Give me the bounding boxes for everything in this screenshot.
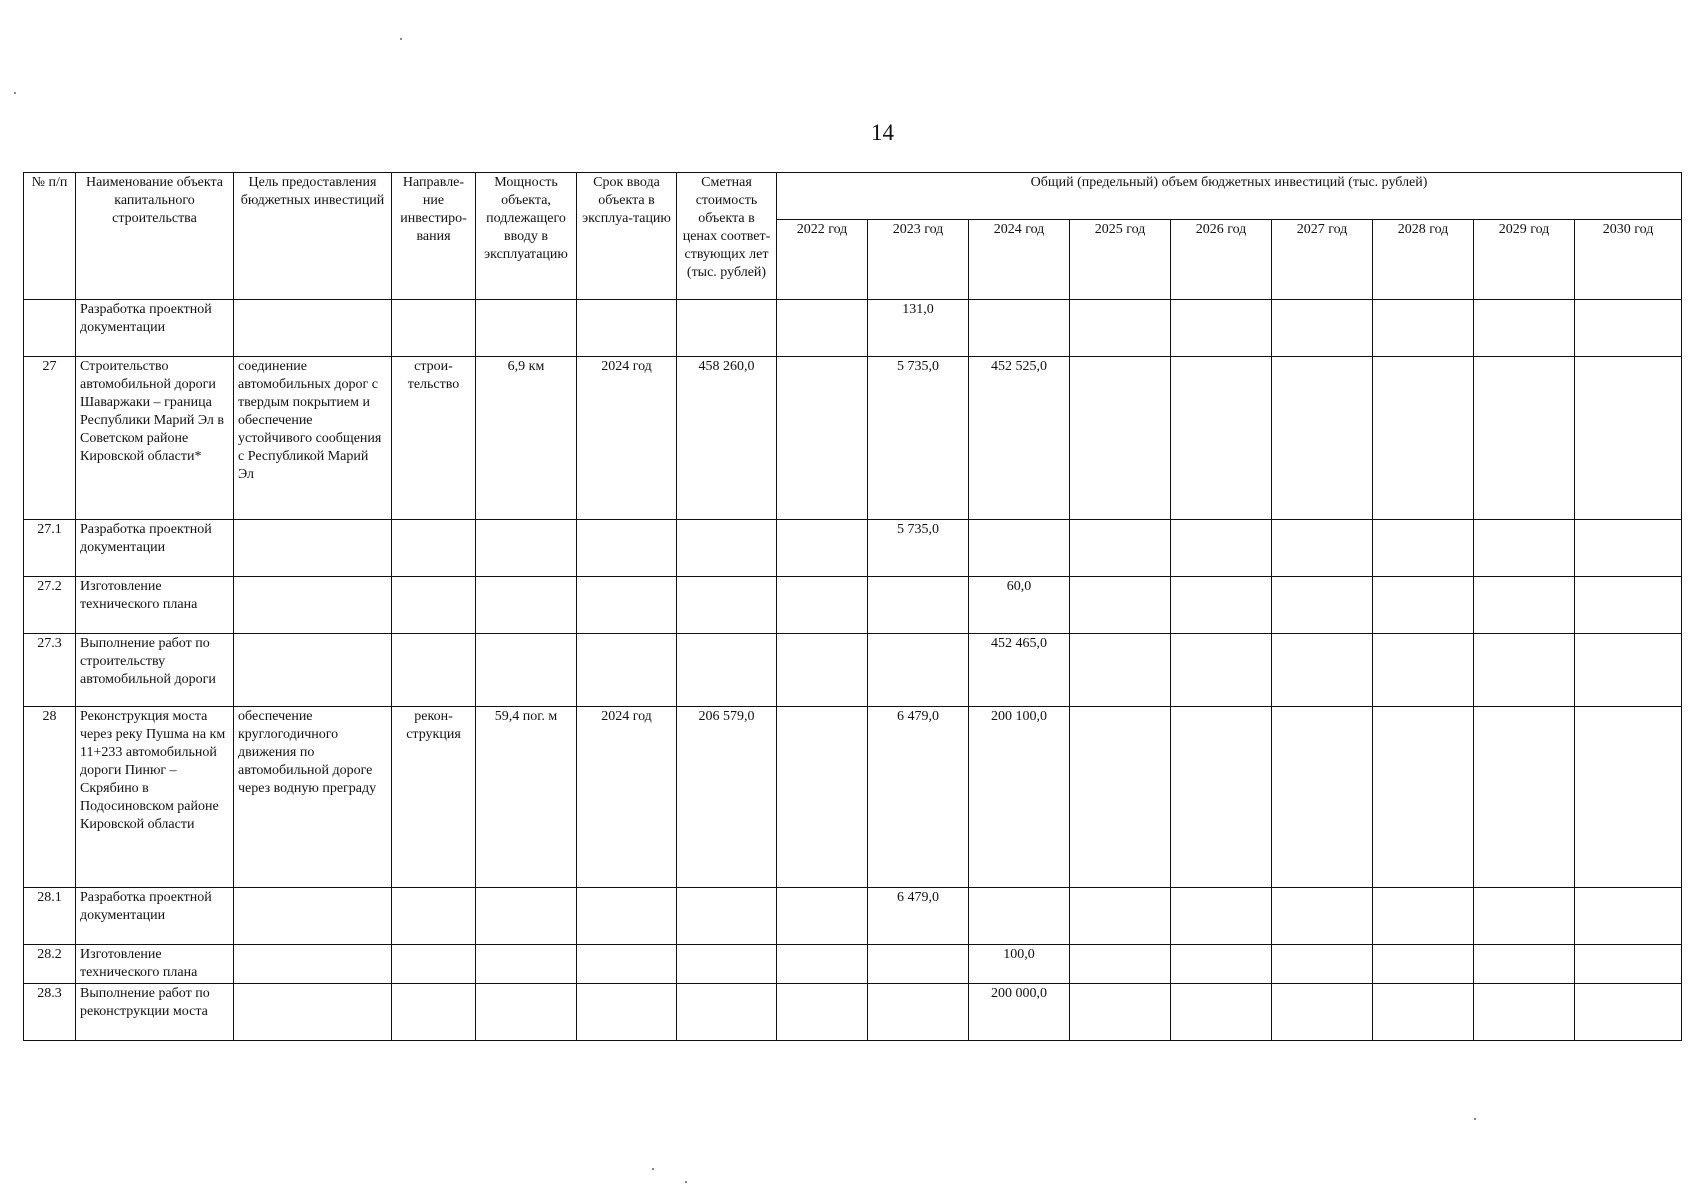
row-term [577, 300, 677, 357]
row-year-value: 5 735,0 [868, 520, 969, 577]
row-direction: рекон-струкция [392, 707, 476, 888]
row-year-value [1070, 945, 1171, 984]
row-year-value [1171, 634, 1272, 707]
row-year-value: 100,0 [969, 945, 1070, 984]
row-year-value [1171, 888, 1272, 945]
row-capacity [476, 945, 577, 984]
row-goal [234, 300, 392, 357]
row-year-value [777, 888, 868, 945]
header-year: 2027 год [1272, 220, 1373, 300]
table-row [24, 707, 1682, 888]
row-name: Выполнение работ по реконструкции моста [76, 984, 234, 1041]
row-year-value: 452 465,0 [969, 634, 1070, 707]
row-term [577, 634, 677, 707]
row-cost [677, 634, 777, 707]
row-year-value [1575, 577, 1682, 634]
row-term [577, 888, 677, 945]
table-row [24, 357, 1682, 520]
row-year-value [1171, 707, 1272, 888]
header-year: 2025 год [1070, 220, 1171, 300]
row-goal [234, 520, 392, 577]
row-year-value [777, 707, 868, 888]
row-goal [234, 634, 392, 707]
row-capacity [476, 888, 577, 945]
table-row [24, 520, 1682, 577]
row-year-value [1272, 707, 1373, 888]
row-year-value [1575, 520, 1682, 577]
row-year-value [1575, 634, 1682, 707]
row-year-value [1575, 707, 1682, 888]
row-year-value [1373, 357, 1474, 520]
row-year-value [1272, 357, 1373, 520]
row-year-value [1474, 634, 1575, 707]
header-year: 2026 год [1171, 220, 1272, 300]
row-year-value [777, 520, 868, 577]
row-year-value [1373, 634, 1474, 707]
row-year-value [1474, 888, 1575, 945]
row-year-value: 60,0 [969, 577, 1070, 634]
row-goal [234, 577, 392, 634]
row-year-value [1272, 984, 1373, 1041]
row-cost [677, 300, 777, 357]
row-direction [392, 945, 476, 984]
row-name: Изготовление технического плана [76, 577, 234, 634]
header-name: Наименование объекта капитального строительства [76, 173, 234, 300]
row-year-value: 6 479,0 [868, 888, 969, 945]
row-year-value [1272, 300, 1373, 357]
header-term: Срок ввода объекта в эксплуа-тацию [577, 173, 677, 300]
row-number: 28.2 [24, 945, 76, 984]
row-year-value [1070, 357, 1171, 520]
row-capacity [476, 300, 577, 357]
header-investment-group: Общий (предельный) объем бюджетных инвестиций (тыс. рублей) [777, 173, 1682, 220]
row-year-value [969, 300, 1070, 357]
row-term: 2024 год [577, 707, 677, 888]
row-year-value [1373, 300, 1474, 357]
row-cost [677, 888, 777, 945]
row-name: Разработка проектной документации [76, 300, 234, 357]
row-year-value [1272, 520, 1373, 577]
row-year-value [1575, 300, 1682, 357]
header-capacity: Мощность объекта, подлежащего вводу в эксплуатацию [476, 173, 577, 300]
row-cost [677, 984, 777, 1041]
row-year-value [1474, 984, 1575, 1041]
page-number: 14 [871, 120, 894, 145]
row-year-value [1070, 888, 1171, 945]
row-year-value [1474, 707, 1575, 888]
row-year-value [1373, 520, 1474, 577]
row-year-value [1474, 300, 1575, 357]
header-year: 2028 год [1373, 220, 1474, 300]
row-direction [392, 634, 476, 707]
row-year-value [1171, 300, 1272, 357]
row-year-value [777, 984, 868, 1041]
header-no: № п/п [24, 173, 76, 300]
scan-speck [1474, 1118, 1476, 1120]
row-year-value [1272, 634, 1373, 707]
row-year-value [1474, 577, 1575, 634]
row-direction [392, 520, 476, 577]
row-year-value: 5 735,0 [868, 357, 969, 520]
investment-table [23, 172, 1682, 1041]
row-year-value: 200 100,0 [969, 707, 1070, 888]
row-direction [392, 984, 476, 1041]
scan-speck [400, 38, 402, 40]
row-year-value [868, 634, 969, 707]
row-year-value [969, 888, 1070, 945]
header-year: 2023 год [868, 220, 969, 300]
scan-speck [685, 1181, 687, 1183]
header-cost: Сметная стоимость объекта в ценах соответ-ствующих лет (тыс. рублей) [677, 173, 777, 300]
row-direction: строи-тельство [392, 357, 476, 520]
row-direction [392, 888, 476, 945]
header-goal: Цель предоставления бюджетных инвестиций [234, 173, 392, 300]
row-capacity [476, 634, 577, 707]
row-year-value [777, 634, 868, 707]
row-year-value [1474, 945, 1575, 984]
row-number: 27.2 [24, 577, 76, 634]
row-year-value [1070, 707, 1171, 888]
scan-speck [652, 1168, 654, 1170]
row-year-value [1171, 520, 1272, 577]
row-capacity: 6,9 км [476, 357, 577, 520]
table-row [24, 984, 1682, 1041]
row-year-value [868, 577, 969, 634]
header-direction: Направле-ние инвестиро-вания [392, 173, 476, 300]
row-cost: 206 579,0 [677, 707, 777, 888]
row-year-value [1373, 945, 1474, 984]
row-year-value [1373, 707, 1474, 888]
row-number: 28.1 [24, 888, 76, 945]
row-year-value [1070, 984, 1171, 1041]
row-goal [234, 945, 392, 984]
row-year-value [1272, 888, 1373, 945]
row-year-value: 6 479,0 [868, 707, 969, 888]
scan-speck [14, 92, 16, 94]
table-row [24, 634, 1682, 707]
row-year-value [1171, 357, 1272, 520]
row-capacity: 59,4 пог. м [476, 707, 577, 888]
row-year-value [1171, 945, 1272, 984]
row-term [577, 577, 677, 634]
row-year-value [1373, 577, 1474, 634]
row-year-value [1575, 888, 1682, 945]
row-year-value [777, 300, 868, 357]
header-year: 2024 год [969, 220, 1070, 300]
row-year-value [868, 984, 969, 1041]
row-number: 28.3 [24, 984, 76, 1041]
header-year: 2029 год [1474, 220, 1575, 300]
row-year-value [1070, 634, 1171, 707]
row-goal: обеспечение круглогодичного движения по автомобильной дороге через водную преграду [234, 707, 392, 888]
row-name: Изготовление технического плана [76, 945, 234, 984]
row-goal: соединение автомобильных дорог с твердым покрытием и обеспечение устойчивого сообщения с Республикой Марий Эл [234, 357, 392, 520]
row-number: 27.1 [24, 520, 76, 577]
row-year-value [1070, 300, 1171, 357]
row-year-value [1171, 984, 1272, 1041]
row-year-value [1474, 357, 1575, 520]
row-name: Разработка проектной документации [76, 520, 234, 577]
row-cost: 458 260,0 [677, 357, 777, 520]
row-year-value [1070, 520, 1171, 577]
row-name: Реконструкция моста через реку Пушма на км 11+233 автомобильной дороги Пинюг – Скрябино в Подосиновском районе Кировской области [76, 707, 234, 888]
row-direction [392, 577, 476, 634]
row-cost [677, 577, 777, 634]
row-year-value [1373, 984, 1474, 1041]
row-year-value [1474, 520, 1575, 577]
row-number [24, 300, 76, 357]
table-row [24, 945, 1682, 984]
header-year: 2022 год [777, 220, 868, 300]
row-goal [234, 984, 392, 1041]
row-year-value: 131,0 [868, 300, 969, 357]
row-year-value [1575, 945, 1682, 984]
row-year-value [1272, 577, 1373, 634]
row-year-value [868, 945, 969, 984]
row-number: 28 [24, 707, 76, 888]
row-name: Разработка проектной документации [76, 888, 234, 945]
row-cost [677, 520, 777, 577]
row-year-value [1171, 577, 1272, 634]
table-row [24, 300, 1682, 357]
row-year-value: 452 525,0 [969, 357, 1070, 520]
row-year-value [1272, 945, 1373, 984]
row-number: 27.3 [24, 634, 76, 707]
row-term [577, 984, 677, 1041]
table-row [24, 577, 1682, 634]
row-year-value [1373, 888, 1474, 945]
row-year-value [777, 357, 868, 520]
row-name: Строительство автомобильной дороги Шаваржаки – граница Республики Марий Эл в Советском районе Кировской области* [76, 357, 234, 520]
row-term: 2024 год [577, 357, 677, 520]
row-cost [677, 945, 777, 984]
row-term [577, 945, 677, 984]
row-capacity [476, 984, 577, 1041]
row-year-value [1575, 984, 1682, 1041]
row-year-value [777, 577, 868, 634]
row-year-value: 200 000,0 [969, 984, 1070, 1041]
row-capacity [476, 520, 577, 577]
row-capacity [476, 577, 577, 634]
row-term [577, 520, 677, 577]
row-year-value [969, 520, 1070, 577]
row-goal [234, 888, 392, 945]
row-year-value [1070, 577, 1171, 634]
row-direction [392, 300, 476, 357]
table-row [24, 888, 1682, 945]
row-number: 27 [24, 357, 76, 520]
header-year: 2030 год [1575, 220, 1682, 300]
row-year-value [777, 945, 868, 984]
row-name: Выполнение работ по строительству автомобильной дороги [76, 634, 234, 707]
row-year-value [1575, 357, 1682, 520]
